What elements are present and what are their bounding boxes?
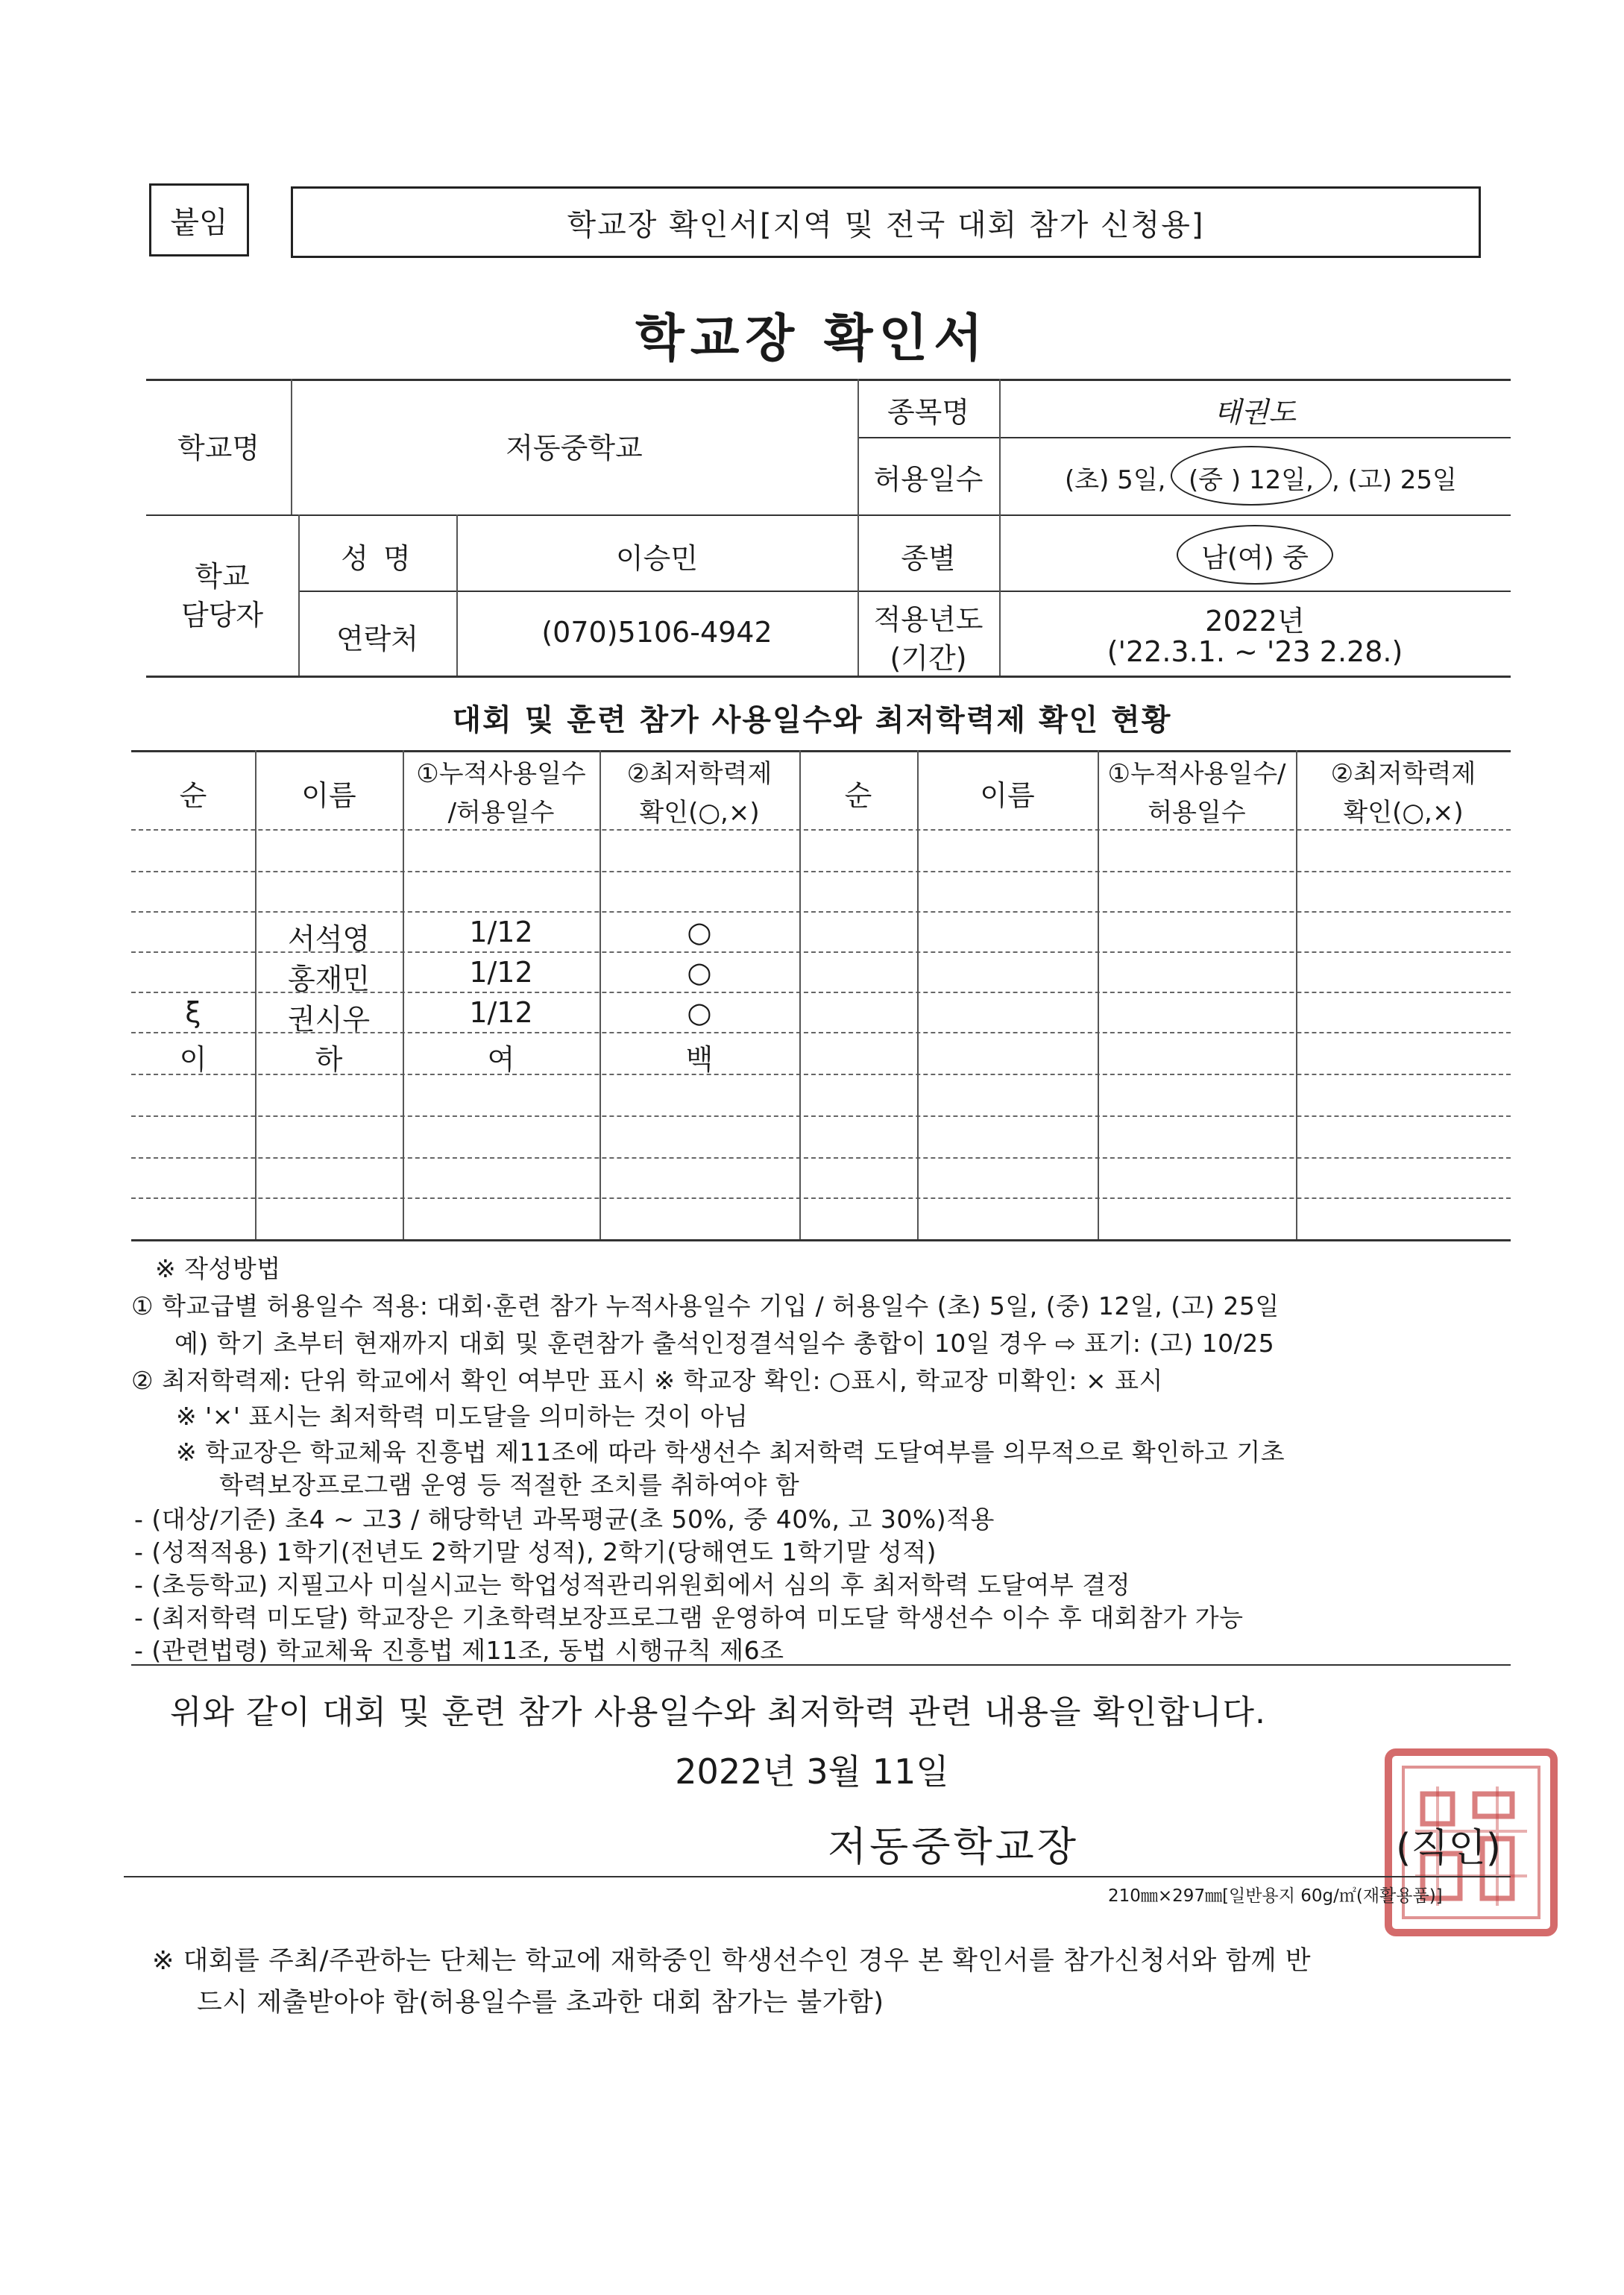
page-title: 학교장 확인서 [635, 309, 989, 368]
col-header-days-right-2: 허용일수 [1148, 798, 1246, 828]
detail-1: - (대상/기준) 초4 ~ 고3 / 해당학년 과목평균(초 50%, 중 40%, 고 30%)적용 [134, 1505, 995, 1534]
detail-3: - (초등학교) 지필고사 미실시교는 학업성적관리위원회에서 심의 후 최저학력 도달여부 결정 [134, 1570, 1131, 1599]
col-header-min-right-1: ②최저학력제 [1330, 759, 1476, 789]
col-header-no-right: 순 [844, 779, 872, 812]
confirmation-text: 위와 같이 대회 및 훈련 참가 사용일수와 최저학력 관련 내용을 확인합니다. [170, 1693, 1266, 1731]
note-1: ① 학교급별 허용일수 적용: 대회·훈련 참가 누적사용일수 기입 / 허용일수 (초) 5일, (중) 12일, (고) 25일 [131, 1291, 1280, 1320]
col-header-no: 순 [179, 779, 207, 812]
row-days: 1/12 [469, 916, 533, 948]
year-value: 2022년 [1205, 605, 1305, 638]
paper-spec: 210㎜×297㎜[일반용지 60g/㎡(재활용품)] [1108, 1886, 1443, 1906]
row-days: 1/12 [469, 996, 533, 1029]
detail-2: - (성적적용) 1학기(전년도 2학기말 성적), 2학기(당해연도 1학기말 성적) [134, 1537, 937, 1567]
row-check: ○ [687, 956, 712, 989]
staff-label-line2: 담당자 [180, 599, 264, 632]
gender-circle [1177, 525, 1333, 585]
school-name-value: 저동중학교 [506, 432, 643, 465]
notes-heading: ※ 작성방법 [155, 1254, 281, 1283]
contact-value: (070)5106-4942 [541, 616, 772, 649]
row-days: 1/12 [469, 956, 533, 989]
staff-name-value: 이승민 [615, 542, 699, 575]
principal-name: 저동중학교장 [828, 1823, 1079, 1870]
col-header-min-2: 확인(○,×) [639, 798, 760, 828]
row-check: 백 [685, 1043, 714, 1076]
row-name: 홍재민 [287, 963, 371, 995]
gender-value: 남(여) 중 [1201, 543, 1309, 573]
selected-circle [1171, 446, 1332, 506]
allowed-days-high: , (고) 25일 [1332, 465, 1457, 495]
row-name: 하 [315, 1043, 343, 1076]
year-label-line1: 적용년도 [873, 603, 983, 636]
footer-note-line2: 드시 제출받아야 함(허용일수를 초과한 대회 참가는 불가함) [197, 1988, 884, 2018]
school-name-label: 학교명 [177, 432, 260, 465]
row-check: ○ [687, 916, 712, 948]
row-no: ξ [185, 996, 201, 1029]
seal-label: (직인) [1396, 1826, 1502, 1871]
col-header-name: 이름 [301, 779, 356, 812]
row-no: 이 [179, 1043, 207, 1076]
contact-label: 연락처 [336, 623, 419, 655]
note-2-b-line2: 학력보장프로그램 운영 등 적절한 조치를 취하여야 함 [219, 1470, 800, 1499]
status-title: 대회 및 훈련 참가 사용일수와 최저학력제 확인 현황 [452, 703, 1172, 737]
footer-note-line1: ※ 대회를 주최/주관하는 단체는 학교에 재학중인 학생선수인 경우 본 확인서를 참가신청서와 함께 반 [152, 1946, 1312, 1976]
allowed-days-label: 허용일수 [873, 463, 983, 496]
staff-name-label: 성 명 [341, 542, 414, 575]
allowed-days-middle: (중 ) 12일, [1189, 465, 1314, 495]
note-2: ② 최저학력제: 단위 학교에서 확인 여부만 표시 ※ 학교장 확인: ○표시, 학교장 미확인: × 표시 [131, 1366, 1163, 1395]
note-2-b-line1: ※ 학교장은 학교체육 진흥법 제11조에 따라 학생선수 최저학력 도달여부를 의무적으로 확인하고 기초 [176, 1438, 1285, 1467]
col-header-days-1: ①누적사용일수 [416, 759, 586, 789]
staff-label-line1: 학교 [195, 560, 250, 593]
gender-label: 종별 [901, 542, 956, 575]
row-check: ○ [687, 996, 712, 1029]
attachment-tag: 붙임 [149, 183, 249, 256]
row-name: 권시우 [287, 1003, 371, 1036]
col-header-name-right: 이름 [980, 779, 1035, 812]
detail-5: - (관련법령) 학교체육 진흥법 제11조, 동법 시행규칙 제6조 [134, 1636, 784, 1665]
document-type-box: 학교장 확인서[지역 및 전국 대회 참가 신청용] [291, 186, 1481, 258]
col-header-days-2: /허용일수 [447, 798, 555, 828]
row-days: 여 [487, 1043, 515, 1076]
note-2-a: ※ '×' 표시는 최저학력 미도달을 의미하는 것이 아님 [176, 1402, 749, 1431]
note-1-example: 예) 학기 초부터 현재까지 대회 및 훈련참가 출석인정결석일수 총합이 10일 경우 ⇨ 표기: (고) 10/25 [174, 1329, 1275, 1358]
row-name: 서석영 [287, 922, 371, 955]
year-label-line2: (기간) [890, 642, 967, 675]
event-value: 태권도 [1213, 396, 1297, 429]
col-header-min-1: ②최저학력제 [626, 759, 772, 789]
col-header-min-right-2: 확인(○,×) [1343, 798, 1464, 828]
detail-4: - (최저학력 미도달) 학교장은 기초학력보장프로그램 운영하여 미도달 학생선수 이수 후 대회참가 가능 [134, 1603, 1244, 1632]
period-value: ('22.3.1. ~ '23 2.28.) [1107, 635, 1403, 668]
allowed-days-elementary: (초) 5일, [1065, 465, 1166, 495]
issue-date: 2022년 3월 11일 [675, 1751, 949, 1792]
col-header-days-right-1: ①누적사용일수/ [1107, 759, 1286, 789]
event-label: 종목명 [887, 396, 970, 429]
